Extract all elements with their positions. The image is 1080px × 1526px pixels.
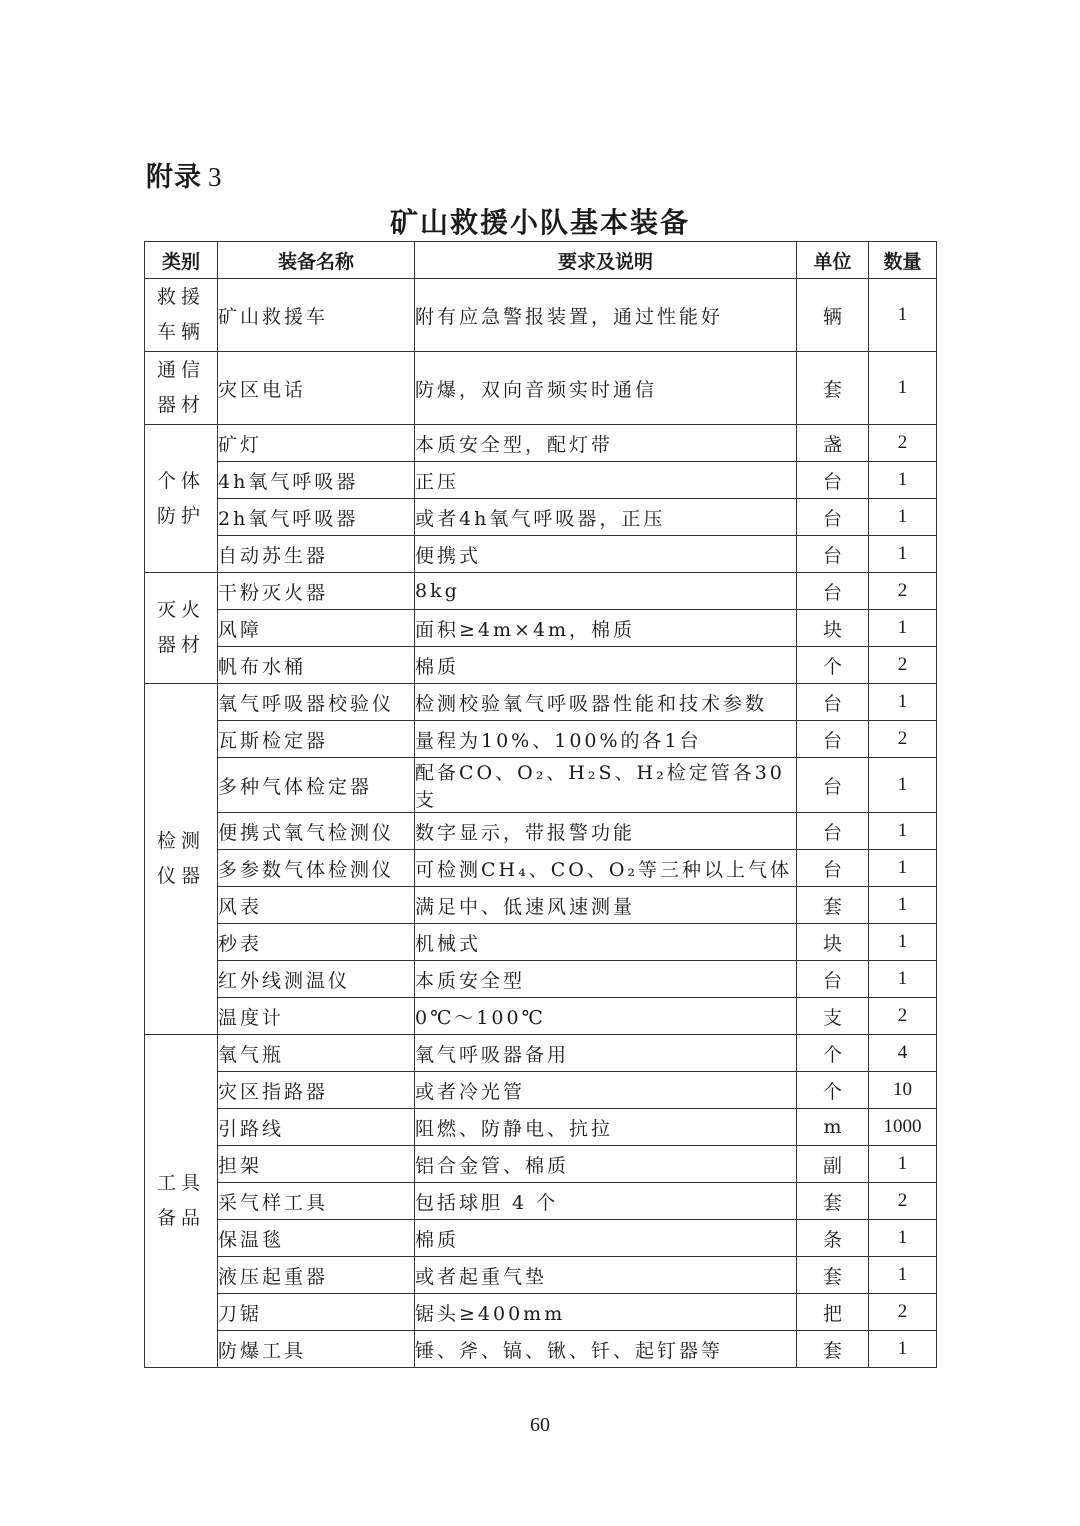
table-row — [145, 1183, 937, 1220]
table-row — [145, 1331, 937, 1368]
unit-cell: 台 — [797, 536, 869, 573]
category-line: 器材 — [156, 394, 205, 416]
category-line: 工具 — [156, 1172, 205, 1194]
name-cell: 帆布水桶 — [218, 647, 415, 684]
requirement-cell: 本质安全型 — [415, 961, 797, 998]
table-row — [145, 1072, 937, 1109]
header-unit: 单位 — [797, 242, 869, 279]
name-cell: 氧气瓶 — [218, 1035, 415, 1072]
requirement-cell: 或者冷光管 — [415, 1072, 797, 1109]
table-row — [145, 721, 937, 758]
name-cell: 矿灯 — [218, 425, 415, 462]
unit-cell: 块 — [797, 610, 869, 647]
name-cell: 4h氧气呼吸器 — [218, 462, 415, 499]
name-cell: 引路线 — [218, 1109, 415, 1146]
table-row — [145, 887, 937, 924]
requirement-cell: 或者4h氧气呼吸器，正压 — [415, 499, 797, 536]
requirement-cell: 棉质 — [415, 1220, 797, 1257]
category-line: 检测 — [156, 830, 205, 852]
category-cell — [145, 684, 218, 1035]
requirement-cell: 棉质 — [415, 647, 797, 684]
quantity-cell: 2 — [869, 647, 937, 684]
category-cell — [145, 352, 218, 425]
requirement-cell: 阻燃、防静电、抗拉 — [415, 1109, 797, 1146]
requirement-cell: 检测校验氧气呼吸器性能和技术参数 — [415, 684, 797, 721]
unit-cell: 个 — [797, 1035, 869, 1072]
unit-cell: 条 — [797, 1220, 869, 1257]
unit-cell: 套 — [797, 1331, 869, 1368]
table-row — [145, 961, 937, 998]
quantity-cell: 1 — [869, 684, 937, 721]
name-cell: 干粉灭火器 — [218, 573, 415, 610]
unit-cell: 辆 — [797, 279, 869, 352]
quantity-cell: 1000 — [869, 1109, 937, 1146]
quantity-cell: 2 — [869, 425, 937, 462]
table-row — [145, 499, 937, 536]
unit-cell: 盏 — [797, 425, 869, 462]
name-cell: 氧气呼吸器校验仪 — [218, 684, 415, 721]
name-cell: 风表 — [218, 887, 415, 924]
header-quantity: 数量 — [869, 242, 937, 279]
requirement-cell: 正压 — [415, 462, 797, 499]
quantity-cell: 10 — [869, 1072, 937, 1109]
appendix-number: 3 — [208, 162, 223, 192]
requirement-cell: 面积≥4m×4m，棉质 — [415, 610, 797, 647]
quantity-cell: 1 — [869, 499, 937, 536]
name-cell: 便携式氧气检测仪 — [218, 813, 415, 850]
table-row — [145, 425, 937, 462]
requirement-cell: 满足中、低速风速测量 — [415, 887, 797, 924]
category-line: 器材 — [156, 634, 205, 656]
unit-cell: 台 — [797, 758, 869, 813]
requirement-cell: 包括球胆 4 个 — [415, 1183, 797, 1220]
table-row — [145, 573, 937, 610]
table-row — [145, 1035, 937, 1072]
name-cell: 自动苏生器 — [218, 536, 415, 573]
table-row — [145, 536, 937, 573]
page-number: 60 — [530, 1414, 550, 1436]
category-line: 防护 — [156, 504, 205, 527]
category-line: 备品 — [156, 1207, 205, 1229]
quantity-cell: 1 — [869, 462, 937, 499]
header-requirements: 要求及说明 — [415, 242, 797, 279]
quantity-cell: 2 — [869, 1183, 937, 1220]
unit-cell: 块 — [797, 924, 869, 961]
category-line: 仪器 — [156, 865, 205, 887]
table-row — [145, 684, 937, 721]
quantity-cell: 4 — [869, 1035, 937, 1072]
header-name: 装备名称 — [218, 242, 415, 279]
name-cell: 保温毯 — [218, 1220, 415, 1257]
category-cell — [145, 573, 218, 684]
unit-cell: 把 — [797, 1294, 869, 1331]
page-title: 矿山救援小队基本装备 — [389, 206, 690, 239]
table-row — [145, 647, 937, 684]
header-category: 类别 — [145, 242, 218, 279]
name-cell: 瓦斯检定器 — [218, 721, 415, 758]
table-row — [145, 998, 937, 1035]
unit-cell: 套 — [797, 1183, 869, 1220]
table-row — [145, 610, 937, 647]
table-row — [145, 1257, 937, 1294]
table-row — [145, 279, 937, 352]
quantity-cell: 1 — [869, 1331, 937, 1368]
category-line: 车辆 — [156, 321, 205, 343]
table-row — [145, 924, 937, 961]
name-cell: 矿山救援车 — [218, 279, 415, 352]
unit-cell: 台 — [797, 850, 869, 887]
appendix-label: 附录 — [146, 162, 202, 193]
unit-cell: 副 — [797, 1146, 869, 1183]
requirement-cell: 数字显示，带报警功能 — [415, 813, 797, 850]
table-row — [145, 1109, 937, 1146]
requirement-cell: 配备CO、O₂、H₂S、H₂检定管各30支 — [415, 758, 797, 813]
category-line: 救援 — [156, 286, 205, 308]
table-row — [145, 1220, 937, 1257]
unit-cell: 台 — [797, 499, 869, 536]
name-cell: 灾区电话 — [218, 352, 415, 425]
quantity-cell: 1 — [869, 352, 937, 425]
table-row — [145, 813, 937, 850]
table-row — [145, 462, 937, 499]
category-cell — [145, 279, 218, 352]
unit-cell: 台 — [797, 462, 869, 499]
category-line: 个体 — [156, 469, 205, 492]
name-cell: 液压起重器 — [218, 1257, 415, 1294]
unit-cell: 台 — [797, 684, 869, 721]
quantity-cell: 1 — [869, 924, 937, 961]
quantity-cell: 1 — [869, 813, 937, 850]
quantity-cell: 1 — [869, 1146, 937, 1183]
unit-cell: 台 — [797, 573, 869, 610]
requirement-cell: 本质安全型，配灯带 — [415, 425, 797, 462]
name-cell: 秒表 — [218, 924, 415, 961]
quantity-cell: 2 — [869, 998, 937, 1035]
quantity-cell: 2 — [869, 573, 937, 610]
unit-cell: 台 — [797, 813, 869, 850]
requirement-cell: 8kg — [415, 573, 797, 610]
category-line: 灭火 — [156, 599, 205, 621]
quantity-cell: 1 — [869, 758, 937, 813]
requirement-cell: 机械式 — [415, 924, 797, 961]
unit-cell: 个 — [797, 1072, 869, 1109]
name-cell: 红外线测温仪 — [218, 961, 415, 998]
name-cell: 防爆工具 — [218, 1331, 415, 1368]
category-cell — [145, 425, 218, 573]
quantity-cell: 1 — [869, 887, 937, 924]
quantity-cell: 1 — [869, 961, 937, 998]
requirement-cell: 便携式 — [415, 536, 797, 573]
table-row — [145, 850, 937, 887]
quantity-cell: 2 — [869, 721, 937, 758]
unit-cell: 支 — [797, 998, 869, 1035]
requirement-cell: 铝合金管、棉质 — [415, 1146, 797, 1183]
appendix-heading — [146, 155, 223, 194]
quantity-cell: 2 — [869, 1294, 937, 1331]
name-cell: 多参数气体检测仪 — [218, 850, 415, 887]
quantity-cell: 1 — [869, 610, 937, 647]
unit-cell: 个 — [797, 647, 869, 684]
unit-cell: 套 — [797, 1257, 869, 1294]
name-cell: 温度计 — [218, 998, 415, 1035]
name-cell: 担架 — [218, 1146, 415, 1183]
table-row — [145, 1146, 937, 1183]
requirement-cell: 氧气呼吸器备用 — [415, 1035, 797, 1072]
requirement-cell: 0℃～100℃ — [415, 998, 797, 1035]
requirement-cell: 锯头≥400mm — [415, 1294, 797, 1331]
name-cell: 多种气体检定器 — [218, 758, 415, 813]
table-row — [145, 1294, 937, 1331]
requirement-cell: 防爆，双向音频实时通信 — [415, 352, 797, 425]
unit-cell: 套 — [797, 887, 869, 924]
quantity-cell: 1 — [869, 1220, 937, 1257]
requirement-cell: 量程为10%、100%的各1台 — [415, 721, 797, 758]
quantity-cell: 1 — [869, 1257, 937, 1294]
quantity-cell: 1 — [869, 850, 937, 887]
unit-cell: m — [797, 1109, 869, 1146]
unit-cell: 台 — [797, 721, 869, 758]
table-row — [145, 352, 937, 425]
requirement-cell: 可检测CH₄、CO、O₂等三种以上气体 — [415, 850, 797, 887]
name-cell: 刀锯 — [218, 1294, 415, 1331]
category-cell — [145, 1035, 218, 1368]
name-cell: 风障 — [218, 610, 415, 647]
name-cell: 灾区指路器 — [218, 1072, 415, 1109]
requirement-cell: 锤、斧、镐、锹、钎、起钉器等 — [415, 1331, 797, 1368]
category-line: 通信 — [156, 359, 205, 381]
unit-cell: 台 — [797, 961, 869, 998]
table-row — [145, 758, 937, 813]
table-body — [145, 279, 937, 1368]
equipment-table — [144, 241, 937, 1368]
requirement-cell: 附有应急警报装置，通过性能好 — [415, 279, 797, 352]
unit-cell: 套 — [797, 352, 869, 425]
quantity-cell: 1 — [869, 536, 937, 573]
requirement-cell: 或者起重气垫 — [415, 1257, 797, 1294]
table-header-row — [145, 242, 937, 279]
quantity-cell: 1 — [869, 279, 937, 352]
name-cell: 采气样工具 — [218, 1183, 415, 1220]
name-cell: 2h氧气呼吸器 — [218, 499, 415, 536]
